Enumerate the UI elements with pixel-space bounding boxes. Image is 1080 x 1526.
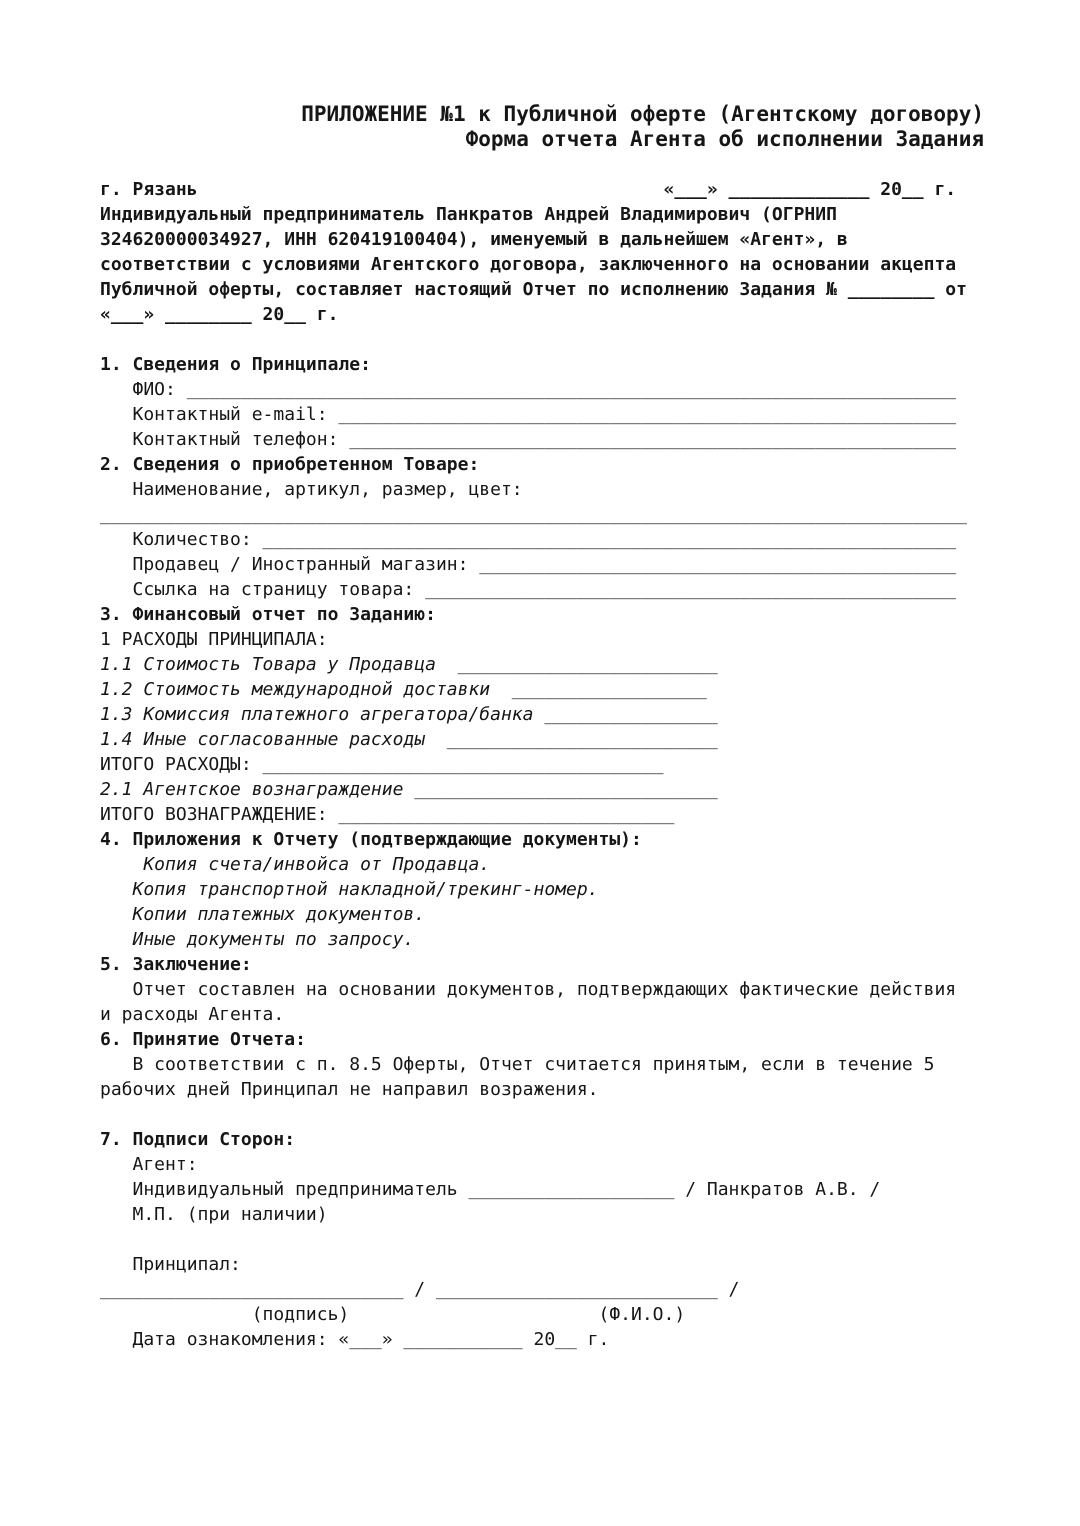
field-fio: ФИО: _______________________________________________________________________ — [100, 379, 957, 400]
fee-total: ИТОГО ВОЗНАГРАЖДЕНИЕ: _______________________________ — [100, 804, 675, 825]
intro-line-5: «___» ________ 20__ г. — [100, 304, 339, 325]
blank-line — [100, 1102, 984, 1127]
field-product-label: Наименование, артикул, размер, цвет: — [100, 479, 523, 500]
expense-item-1-2: 1.2 Стоимость международной доставки __________________ — [100, 679, 707, 700]
intro-line-2: 324620000034927, ИНН 620419100404), именуемый в дальнейшем «Агент», в — [100, 229, 848, 250]
document-body — [100, 102, 984, 1352]
agent-stamp-line: М.П. (при наличии) — [100, 1204, 328, 1225]
title-line-2: Форма отчета Агента об исполнении Задания — [465, 127, 984, 151]
blank-line — [100, 327, 984, 352]
attachment-item-2: Копия транспортной накладной/трекинг-номер. — [100, 879, 599, 900]
expense-item-1-3: 1.3 Комиссия платежного агрегатора/банка ________________ — [100, 704, 718, 725]
field-seller: Продавец / Иностранный магазин: ____________________________________________ — [100, 554, 957, 575]
conclusion-line-1: Отчет составлен на основании документов, подтверждающих фактические действия — [100, 979, 957, 1000]
field-quantity: Количество: ________________________________________________________________ — [100, 529, 957, 550]
field-product-link: Ссылка на страницу товара: _________________________________________________ — [100, 579, 957, 600]
expense-item-1-1: 1.1 Стоимость Товара у Продавца ________________________ — [100, 654, 718, 675]
field-email: Контактный e-mail: _________________________________________________________ — [100, 404, 957, 425]
field-phone: Контактный телефон: ________________________________________________________ — [100, 429, 957, 450]
acceptance-line-1: В соответствии с п. 8.5 Оферты, Отчет считается принятым, если в течение 5 — [100, 1054, 935, 1075]
title-line-1: ПРИЛОЖЕНИЕ №1 к Публичной оферте (Агентскому договору) — [301, 102, 984, 126]
section-2-heading: 2. Сведения о приобретенном Товаре: — [100, 454, 480, 475]
attachment-item-1: Копия счета/инвойса от Продавца. — [100, 854, 491, 875]
blank-line — [100, 152, 984, 177]
signature-captions: (подпись) (Ф.И.О.) — [100, 1304, 686, 1325]
section-7-heading: 7. Подписи Сторон: — [100, 1129, 296, 1150]
section-1-heading: 1. Сведения о Принципале: — [100, 354, 371, 375]
field-product-blank: ________________________________________________________________________________ — [100, 504, 967, 525]
agent-label: Агент: — [100, 1154, 198, 1175]
section-3-heading: 3. Финансовый отчет по Заданию: — [100, 604, 436, 625]
principal-label: Принципал: — [100, 1254, 241, 1275]
intro-line-4: Публичной оферты, составляет настоящий Отчет по исполнению Задания № ________ от — [100, 279, 967, 300]
city-date-line: г. Рязань «___» _____________ 20__ г. — [100, 179, 957, 200]
acceptance-line-2: рабочих дней Принципал не направил возражения. — [100, 1079, 599, 1100]
expenses-heading: 1 РАСХОДЫ ПРИНЦИПАЛА: — [100, 629, 328, 650]
attachment-item-4: Иные документы по запросу. — [100, 929, 415, 950]
expenses-total: ИТОГО РАСХОДЫ: _____________________________________ — [100, 754, 664, 775]
conclusion-line-2: и расходы Агента. — [100, 1004, 285, 1025]
agent-signature-line: Индивидуальный предприниматель ___________________ / Панкратов А.В. / — [100, 1179, 881, 1200]
acquaintance-date-line: Дата ознакомления: «___» ___________ 20__ г. — [100, 1329, 610, 1350]
fee-item-2-1: 2.1 Агентское вознаграждение ____________________________ — [100, 779, 718, 800]
section-6-heading: 6. Принятие Отчета: — [100, 1029, 306, 1050]
principal-signature-line: ____________________________ / __________________________ / — [100, 1279, 740, 1300]
intro-line-3: соответствии с условиями Агентского договора, заключенного на основании акцепта — [100, 254, 957, 275]
attachment-item-3: Копии платежных документов. — [100, 904, 426, 925]
blank-line — [100, 1227, 984, 1252]
section-4-heading: 4. Приложения к Отчету (подтверждающие документы): — [100, 829, 642, 850]
section-5-heading: 5. Заключение: — [100, 954, 252, 975]
intro-line-1: Индивидуальный предприниматель Панкратов Андрей Владимирович (ОГРНИП — [100, 204, 837, 225]
expense-item-1-4: 1.4 Иные согласованные расходы _________________________ — [100, 729, 718, 750]
